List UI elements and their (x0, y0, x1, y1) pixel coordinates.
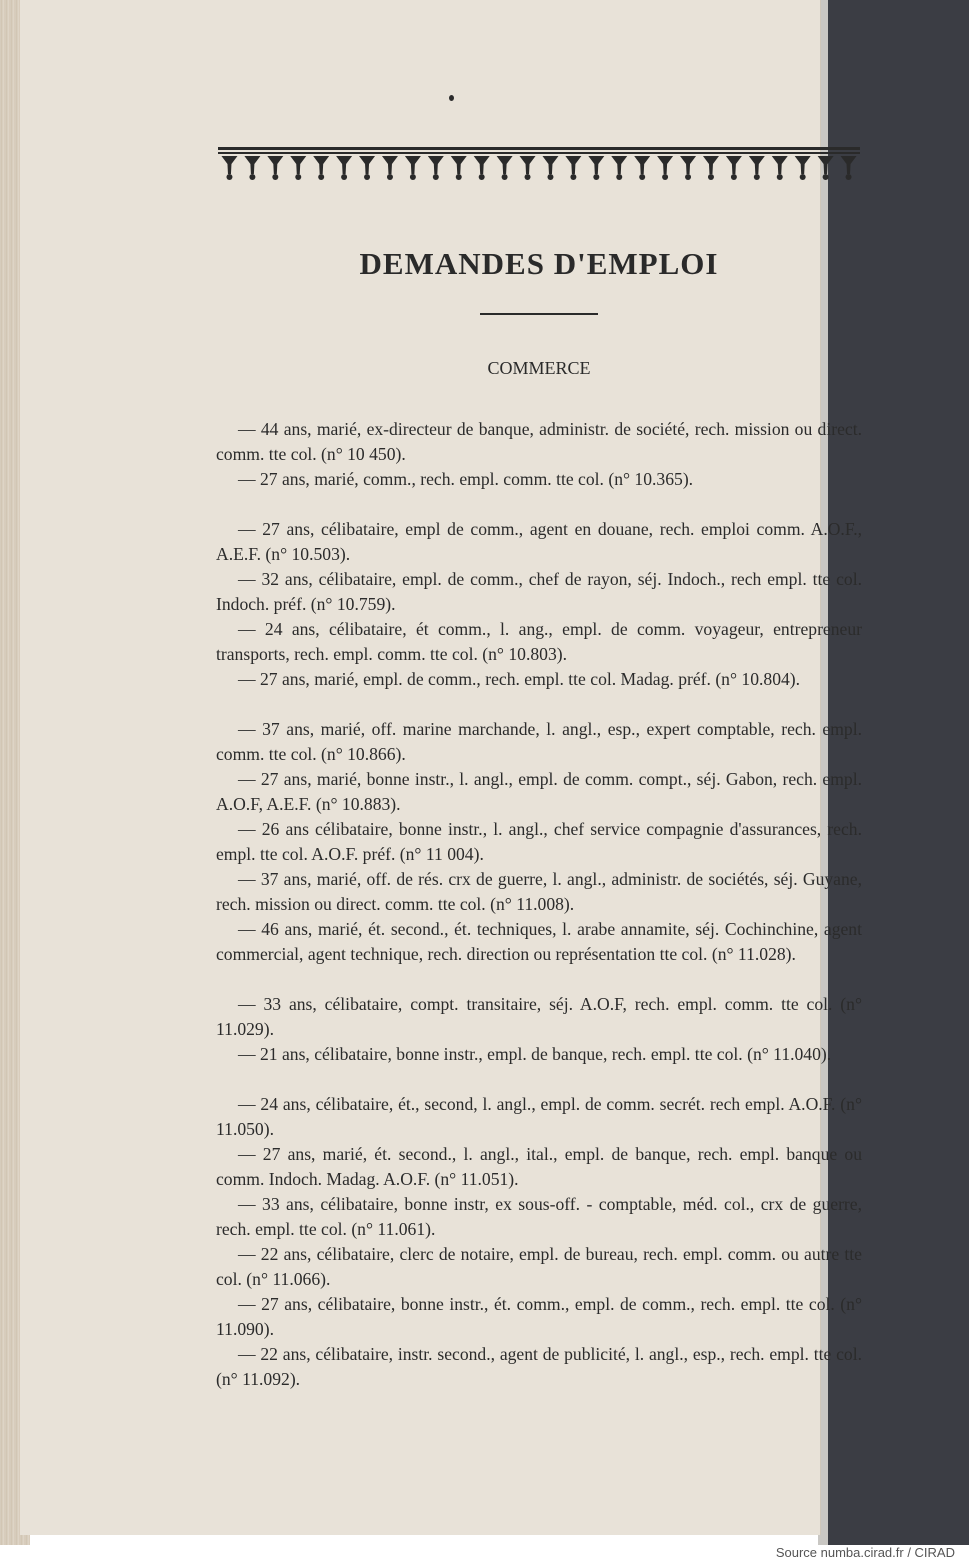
ornament-pendant (428, 156, 444, 174)
list-item: — 27 ans, marié, comm., rech. empl. comm. tte col. (n° 10.365). (238, 469, 694, 489)
ornament-pendant (749, 156, 765, 174)
ornament-pendant (795, 156, 811, 174)
ornament-pendant (520, 156, 536, 174)
ornament-bead (800, 174, 806, 180)
ornament-pendant (841, 156, 857, 174)
list-item: — 37 ans, marié, off. marine marchande, l. angl., esp., expert comptable, rech. empl. comm. tte col. (n° 10.866). (216, 719, 862, 764)
ornament-bead (662, 174, 668, 180)
ornament-pendant (772, 156, 788, 174)
ornament-pendant (267, 156, 283, 174)
ornament-bead (433, 174, 439, 180)
ornament-bead (502, 174, 508, 180)
ornament-bead (318, 174, 324, 180)
list-item: — 27 ans, marié, ét. second., l. angl., ital., empl. de banque, rech. empl. banque ou comm. Indoch. Madag. A.O.F. (n° 11.051). (216, 1144, 862, 1189)
ornament-bead (639, 174, 645, 180)
list-item: — 27 ans, célibataire, bonne instr., ét. comm., empl. de comm., rech. empl. tte col. (n° 11.090). (216, 1294, 862, 1339)
source-credit: Source numba.cirad.fr / CIRAD (775, 1545, 955, 1560)
ornament-bead (570, 174, 576, 180)
ornament-pendant (611, 156, 627, 174)
list-item: — 24 ans, célibataire, ét., second, l. angl., empl. de comm. secrét. rech empl. A.O.F. (n° 11.050). (216, 1094, 862, 1139)
ornament-pendant (542, 156, 558, 174)
ornament-pendant (497, 156, 513, 174)
ornament-pendant (359, 156, 375, 174)
list-item: — 33 ans, célibataire, bonne instr, ex sous-off. - comptable, méd. col., crx de guerre, rech. empl. tte col. (n° 11.061). (216, 1194, 862, 1239)
list-item: — 27 ans, marié, empl. de comm., rech. empl. tte col. Madag. préf. (n° 10.804). (238, 669, 801, 689)
ornament-pendant (657, 156, 673, 174)
ornament-pendant (703, 156, 719, 174)
list-item: — 33 ans, célibataire, compt. transitaire, séj. A.O.F, rech. empl. comm. tte col. (n° 11.029). (216, 994, 862, 1039)
ornament-pendant (244, 156, 260, 174)
ornament-pendant (382, 156, 398, 174)
section-heading: COMMERCE (487, 358, 591, 378)
ornament-pendant (818, 156, 834, 174)
list-item: — 22 ans, célibataire, clerc de notaire, empl. de bureau, rech. empl. comm. ou autre tte col. (n° 11.066). (216, 1244, 862, 1289)
ornament-bead (341, 174, 347, 180)
ornament-bead (731, 174, 737, 180)
ornament-bead (846, 174, 852, 180)
list-item: — 32 ans, célibataire, empl. de comm., chef de rayon, séj. Indoch., rech empl. tte col. Indoch. préf. (n° 10.759). (216, 569, 862, 614)
ornament-pendant (313, 156, 329, 174)
list-item: — 22 ans, célibataire, instr. second., agent de publicité, l. angl., esp., rech. empl. tte col. (n° 11.092). (216, 1344, 862, 1389)
ornament-pendant (405, 156, 421, 174)
ornament-bead (479, 174, 485, 180)
ornament-bead (685, 174, 691, 180)
ornament-pendant (336, 156, 352, 174)
ornament-pendant (588, 156, 604, 174)
ornament-bead (593, 174, 599, 180)
ink-dot (449, 95, 454, 101)
page-title: DEMANDES D'EMPLOI (359, 246, 719, 281)
list-item: — 26 ans célibataire, bonne instr., l. angl., chef service compagnie d'assurances, rech. empl. tte col. A.O.F. préf. (n° 11 004). (216, 819, 862, 864)
ornament-pendant (221, 156, 237, 174)
ornament-bead (456, 174, 462, 180)
ornament-pendant (474, 156, 490, 174)
ornament-bead (823, 174, 829, 180)
ornament-pendant (451, 156, 467, 174)
ornament-bead (226, 174, 232, 180)
ornament-bead (272, 174, 278, 180)
ornament-bead (525, 174, 531, 180)
title-underline (480, 313, 598, 315)
ornament-bead (708, 174, 714, 180)
decorative-ornament-band (218, 147, 860, 183)
ornament-bead (616, 174, 622, 180)
ornament-bead (387, 174, 393, 180)
ornament-pendant (634, 156, 650, 174)
ornament-bead (410, 174, 416, 180)
list-item: — 21 ans, célibataire, bonne instr., empl. de banque, rech. empl. tte col. (n° 11.040). (238, 1044, 832, 1064)
list-item: — 46 ans, marié, ét. second., ét. techniques, l. arabe annamite, séj. Cochinchine, agent commercial, agent technique, rech. direction ou représentation tte col. (n° 11.028). (216, 919, 862, 964)
list-item: — 27 ans, marié, bonne instr., l. angl., empl. de comm. compt., séj. Gabon, rech. empl. A.O.F, A.E.F. (n° 10.883). (216, 769, 862, 814)
ornament-pendant (565, 156, 581, 174)
list-item: — 27 ans, célibataire, empl de comm., agent en douane, rech. emploi comm. A.O.F., A.E.F. (n° 10.503). (216, 519, 862, 564)
ornament-pendant (680, 156, 696, 174)
ornament-bead (754, 174, 760, 180)
list-item: — 37 ans, marié, off. de rés. crx de guerre, l. angl., administr. de sociétés, séj. Guyane, rech. mission ou direct. comm. tte col. (n° 11.008). (216, 869, 862, 914)
list-item: — 44 ans, marié, ex-directeur de banque, administr. de société, rech. mission ou direct. comm. tte col. (n° 10 450). (216, 419, 862, 464)
job-request-list (216, 417, 862, 1392)
ornament-bead (364, 174, 370, 180)
ornament-bead (249, 174, 255, 180)
ornament-pendant (726, 156, 742, 174)
list-item: — 24 ans, célibataire, ét comm., l. ang., empl. de comm. voyageur, entrepreneur transports, rech. empl. comm. tte col. (n° 10.803). (216, 619, 862, 664)
ornament-pendant (290, 156, 306, 174)
ornament-bead (547, 174, 553, 180)
ornament-bead (777, 174, 783, 180)
ornament-bead (295, 174, 301, 180)
